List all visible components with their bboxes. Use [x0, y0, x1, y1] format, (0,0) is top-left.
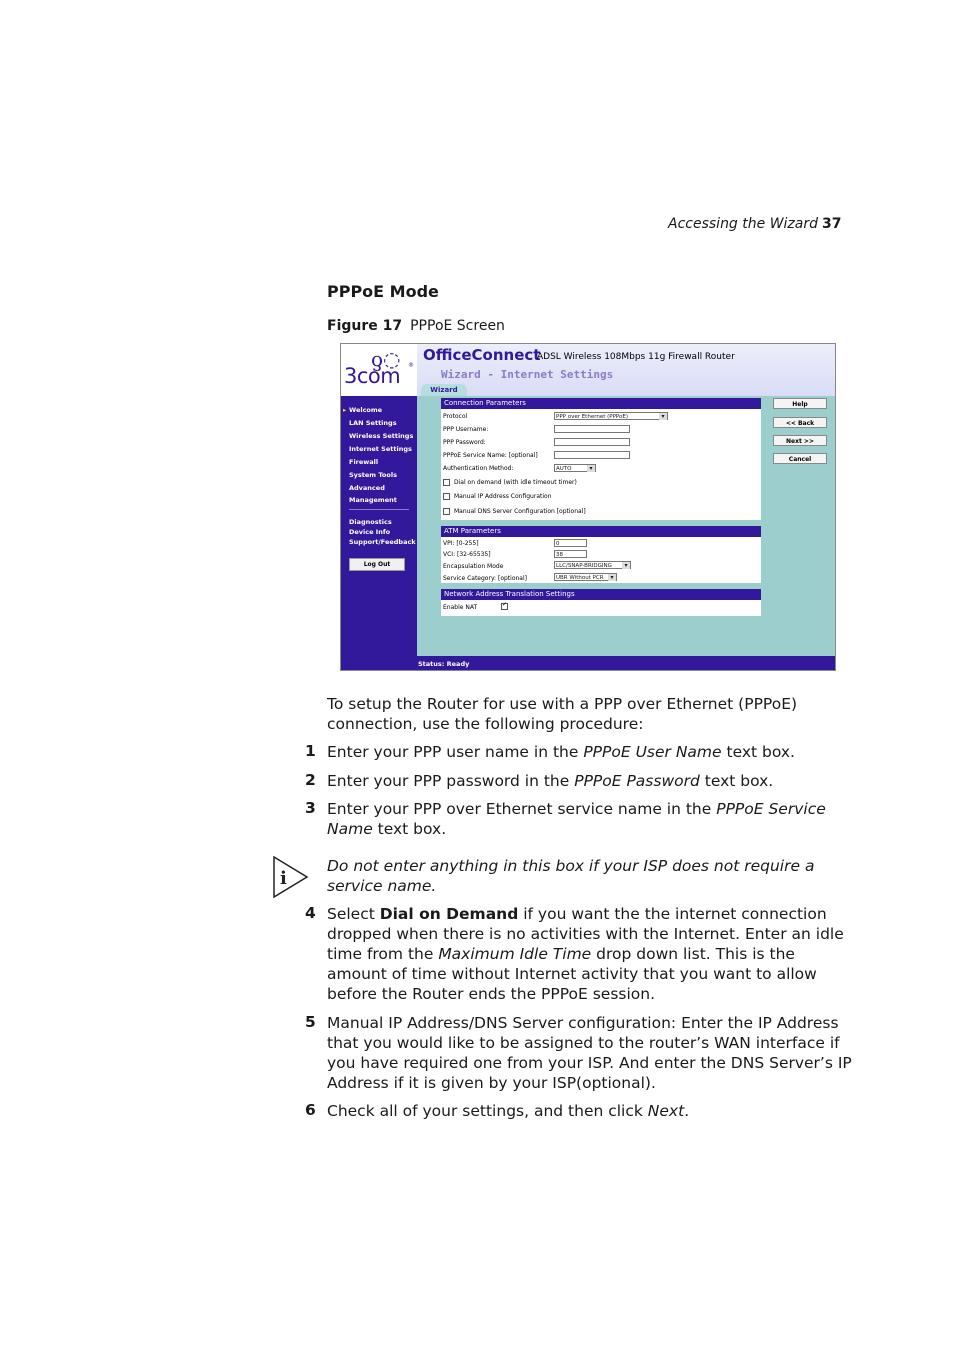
step-text: . — [684, 1102, 690, 1120]
svg-text:i: i — [280, 868, 287, 889]
step-text: Enter your PPP over Ethernet service name in the — [327, 800, 717, 818]
nav-welcome[interactable]: ▸ Welcome — [349, 406, 382, 414]
registered-mark: ® — [408, 362, 414, 369]
product-subtitle: ADSL Wireless 108Mbps 11g Firewall Router — [537, 352, 735, 362]
running-title: Accessing the Wizard — [668, 216, 819, 232]
step-number: 5 — [305, 1013, 316, 1031]
wizard-title: Wizard - Internet Settings — [441, 368, 614, 381]
nav-system-tools[interactable]: System Tools — [349, 471, 397, 479]
nav-advanced[interactable]: Advanced — [349, 484, 385, 492]
manual-dns-label: Manual DNS Server Configuration [optional] — [454, 508, 586, 515]
step-number: 3 — [305, 799, 316, 817]
ppp-password-label: PPP Password: — [443, 439, 486, 446]
service-category-value: UBR Without PCR — [556, 575, 604, 581]
ppp-password-input[interactable] — [554, 438, 630, 446]
logout-button[interactable]: Log Out — [349, 558, 405, 571]
figure-label: Figure 17 — [327, 318, 403, 334]
step-text: Enter your PPP user name in the — [327, 743, 584, 761]
protocol-label: Protocol — [443, 413, 468, 420]
step-3 — [327, 799, 857, 839]
pppoe-service-input[interactable] — [554, 451, 630, 459]
step-text: text box. — [721, 743, 795, 761]
dial-on-demand-checkbox[interactable] — [443, 479, 450, 486]
step-number: 1 — [305, 742, 316, 760]
3com-swirl-icon: ƍ◌ — [371, 347, 401, 371]
step-text: text box. — [699, 772, 774, 790]
nav-management[interactable]: Management — [349, 496, 397, 504]
next-button[interactable]: Next >> — [773, 435, 827, 446]
step-emphasis: PPPoE Password — [574, 772, 700, 790]
page-number: 37 — [822, 216, 842, 232]
step-text: Check all of your settings, and then click — [327, 1102, 648, 1120]
manual-dns-row — [443, 508, 586, 515]
figure-caption — [327, 318, 505, 334]
nav-diagnostics[interactable]: Diagnostics — [349, 518, 392, 526]
service-category-label: Service Category: [optional] — [443, 575, 527, 582]
step-text: drop down list. This is the amount of time without Internet activity that you want to allow before the Router ends the PPPoE session. — [327, 945, 817, 1003]
step-number: 6 — [305, 1101, 316, 1119]
manual-ip-checkbox[interactable] — [443, 493, 450, 500]
nav-lan-settings[interactable]: LAN Settings — [349, 419, 397, 427]
nav-support-feedback[interactable]: Support/Feedback — [349, 538, 416, 546]
step-6 — [327, 1101, 857, 1121]
status-text: Status: Ready — [418, 660, 470, 668]
manual-ip-row — [443, 493, 552, 500]
service-category-select[interactable] — [554, 573, 617, 581]
vpi-label: VPI: [0-255] — [443, 540, 479, 547]
panel-header: Network Address Translation Settings — [441, 589, 761, 600]
banner — [417, 344, 836, 396]
back-button[interactable]: << Back — [773, 417, 827, 428]
nav-internet-settings[interactable]: Internet Settings — [349, 445, 412, 453]
product-name: OfficeConnect — [423, 346, 541, 364]
auth-method-label: Authentication Method: — [443, 465, 514, 472]
dial-on-demand-row — [443, 479, 577, 486]
step-emphasis: PPPoE Service Name — [327, 800, 826, 838]
nav-divider — [349, 509, 409, 510]
protocol-select[interactable] — [554, 412, 668, 420]
step-1 — [327, 742, 857, 762]
step-emphasis: Maximum Idle Time — [438, 945, 592, 963]
vpi-input[interactable] — [554, 539, 587, 547]
figure-caption-text: PPPoE Screen — [410, 318, 505, 334]
enable-nat-label: Enable NAT — [443, 604, 478, 611]
ppp-username-label: PPP Username: — [443, 426, 489, 433]
nav-device-info[interactable]: Device Info — [349, 528, 391, 536]
step-bold: Dial on Demand — [379, 905, 519, 923]
intro-paragraph: To setup the Router for use with a PPP over Ethernet (PPPoE) connection, use the following procedure: — [327, 695, 798, 733]
check-icon: ✓ — [502, 601, 508, 608]
panel-header: ATM Parameters — [441, 526, 761, 537]
vci-value: 38 — [556, 552, 563, 558]
nat-settings-panel — [441, 589, 761, 616]
step-4 — [327, 904, 857, 1004]
nav-wireless-settings[interactable]: Wireless Settings — [349, 432, 414, 440]
ppp-username-input[interactable] — [554, 425, 630, 433]
vci-input[interactable] — [554, 550, 587, 558]
manual-ip-label: Manual IP Address Configuration — [454, 493, 552, 500]
step-text: Enter your PPP password in the — [327, 772, 575, 790]
panel-header: Connection Parameters — [441, 398, 761, 409]
logo-brand-text: 3com — [344, 364, 401, 388]
help-button[interactable]: Help — [773, 398, 827, 409]
vci-label: VCI: [32-65535] — [443, 551, 491, 558]
note-text: Do not enter anything in this box if your ISP does not require a service name. — [327, 857, 815, 895]
step-2 — [327, 771, 857, 791]
status-bar — [417, 656, 836, 671]
step-emphasis: Next — [647, 1102, 685, 1120]
checkbox-box — [501, 603, 508, 610]
protocol-value: PPP over Ethernet (PPPoE) — [556, 414, 629, 420]
cancel-button[interactable]: Cancel — [773, 453, 827, 464]
dial-on-demand-label: Dial on demand (with idle timeout timer) — [454, 479, 577, 486]
step-5: Manual IP Address/DNS Server configuration: Enter the IP Address that you would like to be assigned to the router’s WAN interface if you have required one from your ISP. And enter the DNS Server’s IP Address if it is given by your ISP(optional). — [327, 1014, 852, 1092]
step-text: Select — [327, 905, 380, 923]
info-note-icon — [273, 856, 309, 898]
step-emphasis: PPPoE User Name — [583, 743, 722, 761]
3com-logo — [341, 344, 417, 396]
auth-method-value: AUTO — [556, 466, 572, 472]
router-screenshot — [340, 343, 836, 671]
step-number: 2 — [305, 771, 316, 789]
encapsulation-select[interactable] — [554, 561, 631, 569]
enable-nat-checkbox[interactable] — [501, 603, 512, 610]
manual-dns-checkbox[interactable] — [443, 508, 450, 515]
atm-parameters-panel — [441, 526, 761, 583]
step-text: text box. — [372, 820, 447, 838]
step-text: if you want the the internet connection dropped when there is no activities with the Internet. Enter an idle time from the — [327, 905, 844, 963]
section-title: PPPoE Mode — [327, 282, 439, 301]
vpi-value: 0 — [556, 541, 560, 547]
encapsulation-value: LLC/SNAP-BRIDGING — [556, 563, 612, 569]
pppoe-service-label: PPPoE Service Name: [optional] — [443, 452, 538, 459]
sidebar — [341, 344, 417, 671]
step-number: 4 — [305, 904, 316, 922]
tab-wizard[interactable]: Wizard — [421, 384, 467, 396]
encapsulation-label: Encapsulation Mode — [443, 563, 504, 570]
nav-firewall[interactable]: Firewall — [349, 458, 379, 466]
auth-method-select[interactable] — [554, 464, 596, 472]
connection-parameters-panel — [441, 398, 761, 520]
